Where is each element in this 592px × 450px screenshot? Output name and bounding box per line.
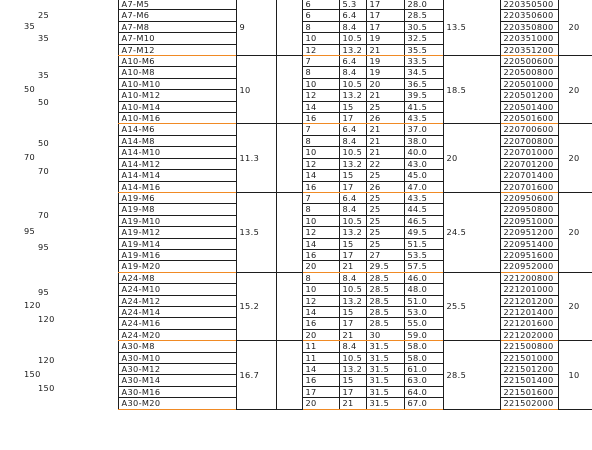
value-cell: 8 bbox=[302, 135, 339, 146]
value-cell: 26 bbox=[366, 113, 404, 124]
value-cell: 7 bbox=[302, 56, 339, 67]
model-code-cell: A19-M12 bbox=[118, 227, 236, 238]
value-cell: 8 bbox=[302, 21, 339, 32]
dimension-label: 35 bbox=[38, 32, 50, 43]
model-code-cell: A19-M14 bbox=[118, 238, 236, 249]
dimension-diagram-cell bbox=[0, 341, 118, 409]
value-cell: 44.5 bbox=[404, 204, 443, 215]
model-code-cell: A30-M20 bbox=[118, 398, 236, 409]
article-number-cell: 220501400 bbox=[500, 101, 558, 112]
value-cell: 6.4 bbox=[339, 192, 366, 203]
dimension-label: 50 bbox=[38, 97, 50, 108]
value-cell: 15 bbox=[339, 101, 366, 112]
e-value-cell: 20 bbox=[558, 0, 592, 56]
value-cell: 14 bbox=[302, 170, 339, 181]
value-cell: 31.5 bbox=[366, 364, 404, 375]
value-cell: 41.5 bbox=[404, 101, 443, 112]
article-number-cell: 220701600 bbox=[500, 181, 558, 192]
value-cell: 6.4 bbox=[339, 124, 366, 135]
model-code-cell: A10-M16 bbox=[118, 113, 236, 124]
spacer-cell bbox=[276, 0, 302, 56]
value-cell: 25 bbox=[366, 170, 404, 181]
dimension-label: 150 bbox=[38, 382, 55, 393]
value-cell: 25 bbox=[366, 101, 404, 112]
value-cell: 25 bbox=[366, 204, 404, 215]
value-cell: 38.0 bbox=[404, 135, 443, 146]
value-cell: 64.0 bbox=[404, 386, 443, 397]
h-value-cell: 15.2 bbox=[236, 272, 276, 340]
value-cell: 8.4 bbox=[339, 272, 366, 283]
model-code-cell: A30-M12 bbox=[118, 364, 236, 375]
value-cell: 13.2 bbox=[339, 90, 366, 101]
value-cell: 8.4 bbox=[339, 21, 366, 32]
value-cell: 25 bbox=[366, 192, 404, 203]
value-cell: 43.5 bbox=[404, 113, 443, 124]
article-number-cell: 220951200 bbox=[500, 227, 558, 238]
value-cell: 11 bbox=[302, 341, 339, 352]
article-number-cell: 220701000 bbox=[500, 147, 558, 158]
value-cell: 8 bbox=[302, 67, 339, 78]
dimension-labels bbox=[0, 344, 118, 406]
value-cell: 17 bbox=[339, 318, 366, 329]
value-cell: 12 bbox=[302, 158, 339, 169]
model-code-cell: A10-M14 bbox=[118, 101, 236, 112]
article-number-cell: 220951600 bbox=[500, 249, 558, 260]
h-value-cell: 13.5 bbox=[236, 192, 276, 272]
value-cell: 21 bbox=[339, 398, 366, 409]
value-cell: 16 bbox=[302, 181, 339, 192]
dimension-label: 70 bbox=[38, 165, 50, 176]
value-cell: 15 bbox=[339, 375, 366, 386]
value-cell: 17 bbox=[339, 386, 366, 397]
article-number-cell: 220950600 bbox=[500, 192, 558, 203]
article-number-cell: 220350800 bbox=[500, 21, 558, 32]
value-cell: 13.2 bbox=[339, 44, 366, 55]
value-cell: 16 bbox=[302, 375, 339, 386]
article-number-cell: 220501200 bbox=[500, 90, 558, 101]
model-code-cell: A30-M16 bbox=[118, 386, 236, 397]
e-value-cell: 20 bbox=[558, 124, 592, 192]
value-cell: 21 bbox=[366, 44, 404, 55]
value-cell: 16 bbox=[302, 113, 339, 124]
value-cell: 45.0 bbox=[404, 170, 443, 181]
value-cell: 10 bbox=[302, 78, 339, 89]
value-cell: 17 bbox=[339, 249, 366, 260]
model-code-cell: A14-M10 bbox=[118, 147, 236, 158]
article-number-cell: 220350500 bbox=[500, 0, 558, 10]
value-cell: 30 bbox=[366, 329, 404, 340]
value-cell: 36.5 bbox=[404, 78, 443, 89]
value-cell: 28.5 bbox=[366, 318, 404, 329]
value-cell: 49.5 bbox=[404, 227, 443, 238]
value-cell: 7 bbox=[302, 124, 339, 135]
value-cell: 14 bbox=[302, 101, 339, 112]
article-number-cell: 221501600 bbox=[500, 386, 558, 397]
article-number-cell: 221202000 bbox=[500, 329, 558, 340]
value-cell: 10 bbox=[302, 284, 339, 295]
dimension-label: 70 bbox=[24, 152, 36, 163]
value-cell: 25 bbox=[366, 215, 404, 226]
article-number-cell: 220700800 bbox=[500, 135, 558, 146]
value-cell: 35.5 bbox=[404, 44, 443, 55]
value-cell: 63.0 bbox=[404, 375, 443, 386]
value-cell: 20 bbox=[366, 78, 404, 89]
value-cell: 67.0 bbox=[404, 398, 443, 409]
d-value-cell: 20 bbox=[443, 124, 500, 192]
dimension-label: 70 bbox=[38, 210, 50, 221]
value-cell: 6 bbox=[302, 10, 339, 21]
model-code-cell: A24-M10 bbox=[118, 284, 236, 295]
model-code-cell: A19-M8 bbox=[118, 204, 236, 215]
value-cell: 58.0 bbox=[404, 352, 443, 363]
dimension-labels bbox=[0, 196, 118, 269]
value-cell: 15 bbox=[339, 170, 366, 181]
value-cell: 25 bbox=[366, 227, 404, 238]
value-cell: 22 bbox=[366, 158, 404, 169]
dimension-label: 95 bbox=[38, 286, 50, 297]
article-number-cell: 221201200 bbox=[500, 295, 558, 306]
value-cell: 28.5 bbox=[366, 306, 404, 317]
dimension-labels bbox=[0, 1, 118, 53]
value-cell: 13.2 bbox=[339, 364, 366, 375]
value-cell: 5.3 bbox=[339, 0, 366, 10]
value-cell: 20 bbox=[302, 329, 339, 340]
dimension-label: 120 bbox=[24, 300, 41, 311]
model-code-cell: A24-M8 bbox=[118, 272, 236, 283]
dimension-label: 150 bbox=[24, 368, 41, 379]
dimension-label: 50 bbox=[38, 138, 50, 149]
value-cell: 10.5 bbox=[339, 33, 366, 44]
e-value-cell: 20 bbox=[558, 272, 592, 340]
dimension-labels bbox=[0, 275, 118, 337]
article-number-cell: 220351000 bbox=[500, 33, 558, 44]
model-code-cell: A19-M6 bbox=[118, 192, 236, 203]
model-code-cell: A10-M12 bbox=[118, 90, 236, 101]
article-number-cell: 220350600 bbox=[500, 10, 558, 21]
table-row bbox=[0, 124, 592, 135]
value-cell: 7 bbox=[302, 192, 339, 203]
d-value-cell: 18.5 bbox=[443, 56, 500, 124]
value-cell: 59.0 bbox=[404, 329, 443, 340]
model-code-cell: A30-M8 bbox=[118, 341, 236, 352]
value-cell: 13.2 bbox=[339, 227, 366, 238]
spacer-cell bbox=[276, 341, 302, 409]
model-code-cell: A19-M16 bbox=[118, 249, 236, 260]
value-cell: 31.5 bbox=[366, 386, 404, 397]
value-cell: 10 bbox=[302, 147, 339, 158]
dimension-label: 95 bbox=[24, 226, 36, 237]
value-cell: 46.0 bbox=[404, 272, 443, 283]
value-cell: 13.2 bbox=[339, 158, 366, 169]
value-cell: 12 bbox=[302, 44, 339, 55]
article-number-cell: 221201400 bbox=[500, 306, 558, 317]
article-number-cell: 220501000 bbox=[500, 78, 558, 89]
table-row bbox=[0, 341, 592, 352]
value-cell: 34.5 bbox=[404, 67, 443, 78]
value-cell: 19 bbox=[366, 56, 404, 67]
value-cell: 31.5 bbox=[366, 398, 404, 409]
dimension-diagram-cell bbox=[0, 192, 118, 272]
value-cell: 10 bbox=[302, 215, 339, 226]
value-cell: 11 bbox=[302, 352, 339, 363]
value-cell: 46.5 bbox=[404, 215, 443, 226]
model-code-cell: A24-M20 bbox=[118, 329, 236, 340]
value-cell: 28.5 bbox=[366, 272, 404, 283]
article-number-cell: 221501200 bbox=[500, 364, 558, 375]
spacer-cell bbox=[276, 192, 302, 272]
dimension-label: 50 bbox=[24, 83, 36, 94]
value-cell: 10.5 bbox=[339, 147, 366, 158]
model-code-cell: A10-M8 bbox=[118, 67, 236, 78]
model-code-cell: A30-M10 bbox=[118, 352, 236, 363]
value-cell: 51.0 bbox=[404, 295, 443, 306]
d-value-cell: 28.5 bbox=[443, 341, 500, 409]
value-cell: 21 bbox=[339, 261, 366, 272]
model-code-cell: A30-M14 bbox=[118, 375, 236, 386]
value-cell: 21 bbox=[366, 135, 404, 146]
article-number-cell: 221200800 bbox=[500, 272, 558, 283]
dimension-label: 120 bbox=[38, 314, 55, 325]
model-code-cell: A24-M14 bbox=[118, 306, 236, 317]
article-number-cell: 221501400 bbox=[500, 375, 558, 386]
article-number-cell: 220501600 bbox=[500, 113, 558, 124]
value-cell: 28.5 bbox=[366, 284, 404, 295]
h-value-cell: 9 bbox=[236, 0, 276, 56]
value-cell: 12 bbox=[302, 90, 339, 101]
article-number-cell: 220950800 bbox=[500, 204, 558, 215]
value-cell: 6.4 bbox=[339, 56, 366, 67]
article-number-cell: 220951000 bbox=[500, 215, 558, 226]
value-cell: 47.0 bbox=[404, 181, 443, 192]
value-cell: 20 bbox=[302, 398, 339, 409]
model-code-cell: A7-M12 bbox=[118, 44, 236, 55]
value-cell: 10.5 bbox=[339, 352, 366, 363]
value-cell: 43.5 bbox=[404, 192, 443, 203]
model-code-cell: A24-M16 bbox=[118, 318, 236, 329]
d-value-cell: 25.5 bbox=[443, 272, 500, 340]
value-cell: 17 bbox=[339, 113, 366, 124]
model-code-cell: A7-M6 bbox=[118, 10, 236, 21]
value-cell: 8.4 bbox=[339, 67, 366, 78]
value-cell: 16 bbox=[302, 318, 339, 329]
model-code-cell: A14-M12 bbox=[118, 158, 236, 169]
value-cell: 8.4 bbox=[339, 135, 366, 146]
value-cell: 20 bbox=[302, 261, 339, 272]
value-cell: 43.0 bbox=[404, 158, 443, 169]
spacer-cell bbox=[276, 56, 302, 124]
value-cell: 14 bbox=[302, 306, 339, 317]
value-cell: 61.0 bbox=[404, 364, 443, 375]
value-cell: 14 bbox=[302, 238, 339, 249]
value-cell: 8 bbox=[302, 204, 339, 215]
value-cell: 31.5 bbox=[366, 352, 404, 363]
model-code-cell: A7-M5 bbox=[118, 0, 236, 10]
table-row bbox=[0, 192, 592, 203]
value-cell: 26 bbox=[366, 181, 404, 192]
table-row bbox=[0, 56, 592, 67]
dimension-diagram-cell bbox=[0, 272, 118, 340]
value-cell: 58.0 bbox=[404, 341, 443, 352]
table-row bbox=[0, 0, 592, 10]
table-row bbox=[0, 272, 592, 283]
model-code-cell: A14-M16 bbox=[118, 181, 236, 192]
model-code-cell: A14-M6 bbox=[118, 124, 236, 135]
value-cell: 21 bbox=[366, 147, 404, 158]
dimension-labels bbox=[0, 127, 118, 189]
h-value-cell: 11.3 bbox=[236, 124, 276, 192]
model-code-cell: A19-M10 bbox=[118, 215, 236, 226]
value-cell: 51.5 bbox=[404, 238, 443, 249]
value-cell: 40.0 bbox=[404, 147, 443, 158]
model-code-cell: A19-M20 bbox=[118, 261, 236, 272]
value-cell: 6 bbox=[302, 0, 339, 10]
value-cell: 19 bbox=[366, 33, 404, 44]
value-cell: 39.5 bbox=[404, 90, 443, 101]
value-cell: 48.0 bbox=[404, 284, 443, 295]
value-cell: 10.5 bbox=[339, 284, 366, 295]
value-cell: 17 bbox=[366, 21, 404, 32]
value-cell: 37.0 bbox=[404, 124, 443, 135]
value-cell: 12 bbox=[302, 295, 339, 306]
value-cell: 29.5 bbox=[366, 261, 404, 272]
value-cell: 53.0 bbox=[404, 306, 443, 317]
value-cell: 8.4 bbox=[339, 204, 366, 215]
value-cell: 21 bbox=[339, 329, 366, 340]
model-code-cell: A7-M8 bbox=[118, 21, 236, 32]
value-cell: 17 bbox=[366, 10, 404, 21]
value-cell: 31.5 bbox=[366, 341, 404, 352]
value-cell: 32.5 bbox=[404, 33, 443, 44]
model-code-cell: A14-M14 bbox=[118, 170, 236, 181]
value-cell: 8 bbox=[302, 272, 339, 283]
value-cell: 13.2 bbox=[339, 295, 366, 306]
article-number-cell: 221500800 bbox=[500, 341, 558, 352]
model-code-cell: A10-M10 bbox=[118, 78, 236, 89]
dimension-diagram-cell bbox=[0, 124, 118, 192]
article-number-cell: 221502000 bbox=[500, 398, 558, 409]
article-number-cell: 220951400 bbox=[500, 238, 558, 249]
article-number-cell: 221201000 bbox=[500, 284, 558, 295]
article-number-cell: 220700600 bbox=[500, 124, 558, 135]
spacer-cell bbox=[276, 272, 302, 340]
model-code-cell: A24-M12 bbox=[118, 295, 236, 306]
dimension-label: 120 bbox=[38, 355, 55, 366]
value-cell: 27 bbox=[366, 249, 404, 260]
dimension-diagram-cell bbox=[0, 56, 118, 124]
article-number-cell: 220701200 bbox=[500, 158, 558, 169]
value-cell: 15 bbox=[339, 238, 366, 249]
dimension-label: 35 bbox=[38, 70, 50, 81]
dimension-label: 25 bbox=[38, 9, 50, 20]
value-cell: 17 bbox=[302, 386, 339, 397]
value-cell: 6.4 bbox=[339, 10, 366, 21]
d-value-cell: 24.5 bbox=[443, 192, 500, 272]
value-cell: 17 bbox=[339, 181, 366, 192]
article-number-cell: 220500600 bbox=[500, 56, 558, 67]
value-cell: 25 bbox=[366, 238, 404, 249]
value-cell: 16 bbox=[302, 249, 339, 260]
value-cell: 8.4 bbox=[339, 341, 366, 352]
e-value-cell: 10 bbox=[558, 341, 592, 409]
model-code-cell: A7-M10 bbox=[118, 33, 236, 44]
dimension-label: 95 bbox=[38, 242, 50, 253]
value-cell: 10.5 bbox=[339, 215, 366, 226]
article-number-cell: 221501000 bbox=[500, 352, 558, 363]
value-cell: 12 bbox=[302, 227, 339, 238]
article-number-cell: 221201600 bbox=[500, 318, 558, 329]
value-cell: 31.5 bbox=[366, 375, 404, 386]
dimension-label: 35 bbox=[24, 21, 36, 32]
value-cell: 19 bbox=[366, 67, 404, 78]
value-cell: 28.0 bbox=[404, 0, 443, 10]
value-cell: 28.5 bbox=[366, 295, 404, 306]
model-code-cell: A10-M6 bbox=[118, 56, 236, 67]
e-value-cell: 20 bbox=[558, 192, 592, 272]
spacer-cell bbox=[276, 124, 302, 192]
h-value-cell: 16.7 bbox=[236, 341, 276, 409]
dimension-diagram-cell bbox=[0, 0, 118, 56]
value-cell: 10.5 bbox=[339, 78, 366, 89]
h-value-cell: 10 bbox=[236, 56, 276, 124]
value-cell: 14 bbox=[302, 364, 339, 375]
dimension-labels bbox=[0, 59, 118, 121]
value-cell: 10 bbox=[302, 33, 339, 44]
value-cell: 57.5 bbox=[404, 261, 443, 272]
value-cell: 15 bbox=[339, 306, 366, 317]
value-cell: 53.5 bbox=[404, 249, 443, 260]
article-number-cell: 220500800 bbox=[500, 67, 558, 78]
value-cell: 30.5 bbox=[404, 21, 443, 32]
article-number-cell: 220701400 bbox=[500, 170, 558, 181]
value-cell: 21 bbox=[366, 90, 404, 101]
d-value-cell: 13.5 bbox=[443, 0, 500, 56]
value-cell: 28.5 bbox=[404, 10, 443, 21]
model-code-cell: A14-M8 bbox=[118, 135, 236, 146]
value-cell: 21 bbox=[366, 124, 404, 135]
e-value-cell: 20 bbox=[558, 56, 592, 124]
value-cell: 55.0 bbox=[404, 318, 443, 329]
value-cell: 33.5 bbox=[404, 56, 443, 67]
article-number-cell: 220952000 bbox=[500, 261, 558, 272]
value-cell: 17 bbox=[366, 0, 404, 10]
article-number-cell: 220351200 bbox=[500, 44, 558, 55]
